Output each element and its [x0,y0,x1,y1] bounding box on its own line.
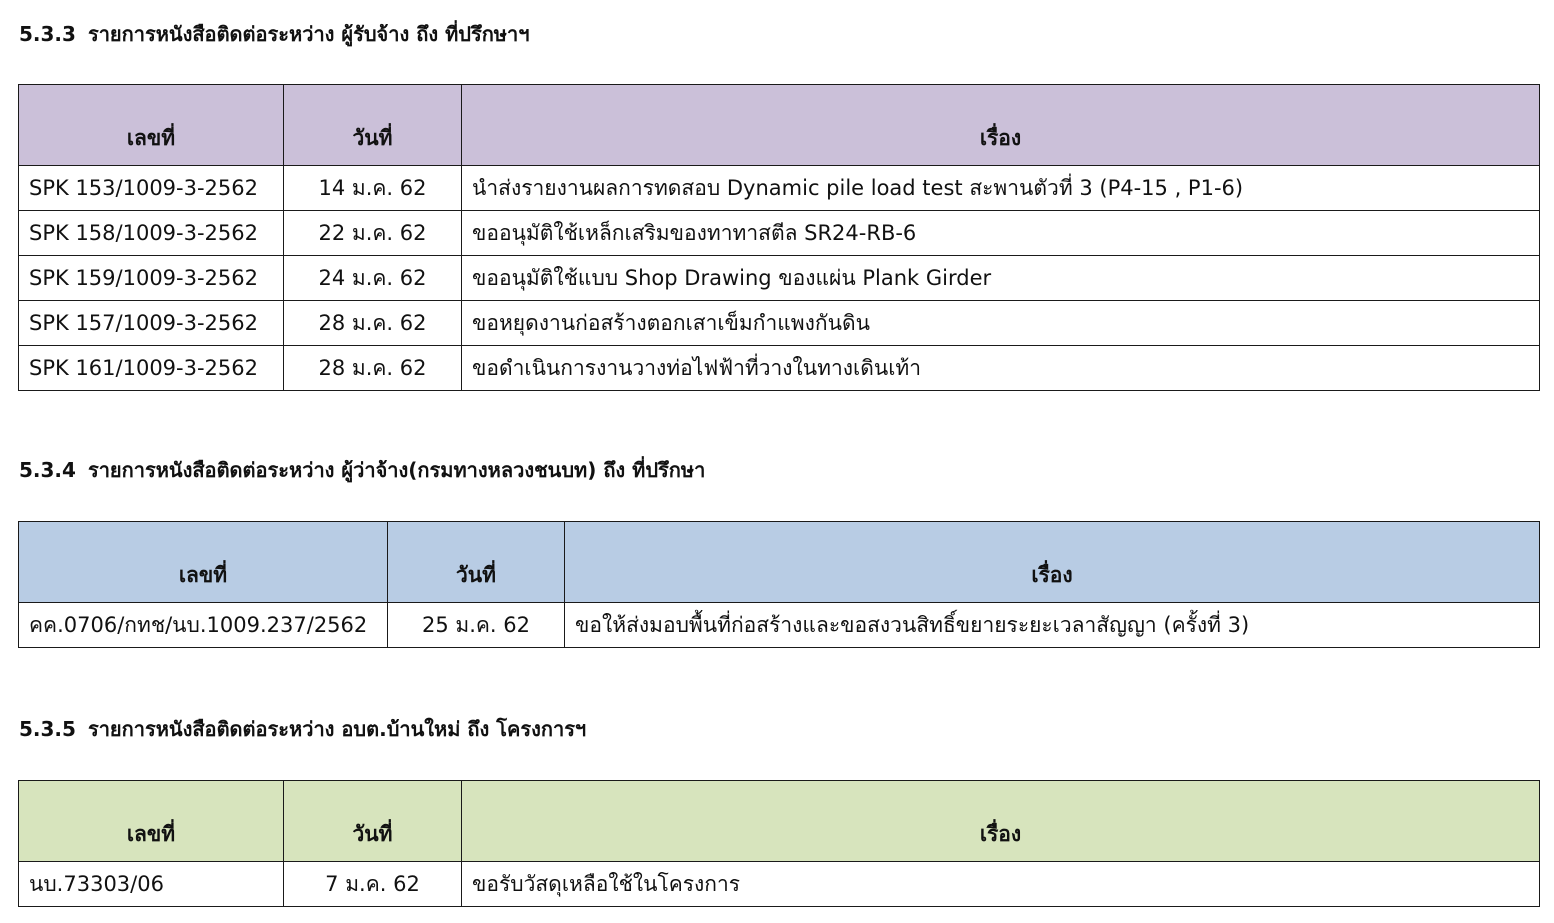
column-header-number: เลขที่ [19,85,284,166]
section-number: 5.3.4 [19,458,76,482]
cell-date: 28 ม.ค. 62 [284,301,462,346]
table-row [19,862,1540,907]
cell-subject: ขอหยุดงานก่อสร้างตอกเสาเข็มกำแพงกันดิน [462,301,1540,346]
cell-subject: นำส่งรายงานผลการทดสอบ Dynamic pile load test สะพานตัวที่ 3 (P4-15 , P1-6) [462,166,1540,211]
cell-date: 28 ม.ค. 62 [284,346,462,391]
correspondence-table-5-3-3 [18,84,1540,391]
cell-number: SPK 159/1009-3-2562 [19,256,284,301]
section-heading: รายการหนังสือติดต่อระหว่าง ผู้รับจ้าง ถึง ที่ปรึกษาฯ [87,22,530,46]
table-row [19,256,1540,301]
cell-date: 7 ม.ค. 62 [284,862,462,907]
correspondence-table-5-3-4 [18,521,1540,648]
table-row [19,346,1540,391]
table-header-row [19,781,1540,862]
cell-date: 24 ม.ค. 62 [284,256,462,301]
column-header-date: วันที่ [388,522,565,603]
correspondence-table-5-3-5 [18,780,1540,907]
cell-subject: ขอให้ส่งมอบพื้นที่ก่อสร้างและขอสงวนสิทธิ์ขยายระยะเวลาสัญญา (ครั้งที่ 3) [565,603,1540,648]
cell-number: SPK 161/1009-3-2562 [19,346,284,391]
table-header-row [19,522,1540,603]
section-title-5-3-4 [19,460,705,480]
cell-subject: ขอดำเนินการงานวางท่อไฟฟ้าที่วางในทางเดินเท้า [462,346,1540,391]
cell-number: SPK 158/1009-3-2562 [19,211,284,256]
section-heading: รายการหนังสือติดต่อระหว่าง อบต.บ้านใหม่ ถึง โครงการฯ [87,717,587,741]
cell-number: คค.0706/กทช/นบ.1009.237/2562 [19,603,388,648]
section-title-5-3-5 [19,719,586,739]
table-row [19,166,1540,211]
cell-date: 14 ม.ค. 62 [284,166,462,211]
cell-subject: ขออนุมัติใช้แบบ Shop Drawing ของแผ่น Plank Girder [462,256,1540,301]
table-header-row [19,85,1540,166]
table-row [19,603,1540,648]
table-row [19,211,1540,256]
cell-date: 22 ม.ค. 62 [284,211,462,256]
cell-number: นบ.73303/06 [19,862,284,907]
column-header-subject: เรื่อง [565,522,1540,603]
column-header-number: เลขที่ [19,522,388,603]
section-number: 5.3.3 [19,22,76,46]
section-title-5-3-3 [19,24,529,44]
column-header-subject: เรื่อง [462,85,1540,166]
cell-subject: ขอรับวัสดุเหลือใช้ในโครงการ [462,862,1540,907]
cell-date: 25 ม.ค. 62 [388,603,565,648]
column-header-date: วันที่ [284,781,462,862]
column-header-date: วันที่ [284,85,462,166]
column-header-number: เลขที่ [19,781,284,862]
cell-number: SPK 153/1009-3-2562 [19,166,284,211]
cell-number: SPK 157/1009-3-2562 [19,301,284,346]
column-header-subject: เรื่อง [462,781,1540,862]
table-row [19,301,1540,346]
cell-subject: ขออนุมัติใช้เหล็กเสริมของทาทาสตีล SR24-RB-6 [462,211,1540,256]
section-heading: รายการหนังสือติดต่อระหว่าง ผู้ว่าจ้าง(กรมทางหลวงชนบท) ถึง ที่ปรึกษา [87,458,706,482]
section-number: 5.3.5 [19,717,76,741]
